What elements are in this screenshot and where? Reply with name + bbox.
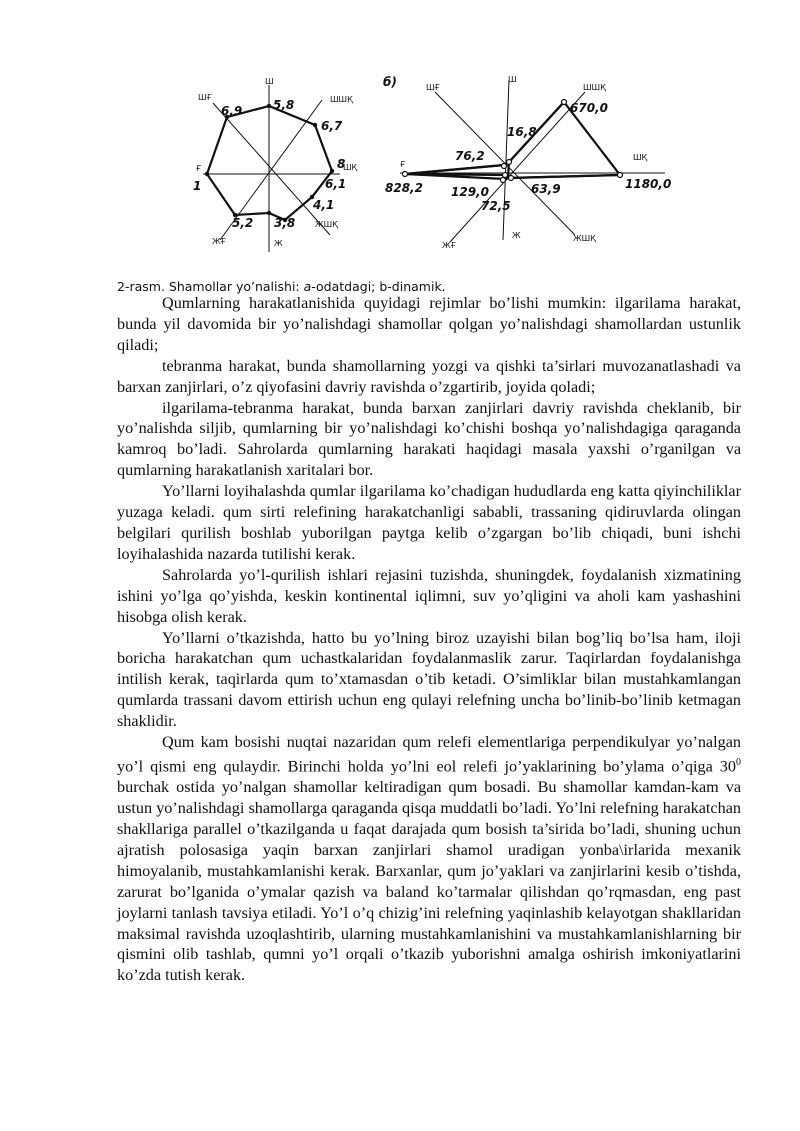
- b-value-sw: 129,0: [451, 185, 489, 199]
- b-dir-s: Ж: [512, 231, 521, 240]
- a-value-w: 1: [193, 179, 202, 193]
- b-dir-ne: ШШҚ: [583, 83, 606, 92]
- b-dir-w: Ғ: [400, 160, 406, 169]
- a-value-nw: 6,9: [221, 104, 243, 118]
- b-dir-e: ШҚ: [633, 153, 648, 162]
- paragraph: tebranma harakat, bunda shamollarning yozgi va qishki ta’sirlari muvozanatlashadi va barxan zanjirlari, o’z qiyofasini davriy ravishda o’zgartirib, joyida qoladi;: [117, 356, 741, 396]
- a-value-n: 5,8: [273, 98, 295, 112]
- a-value-se: 4,1: [313, 198, 335, 212]
- degree-superscript: 0: [736, 756, 741, 768]
- a-dir-n: Ш: [265, 77, 274, 86]
- a-dir-w: Ғ: [196, 164, 202, 173]
- b-value-se: 63,9: [531, 182, 561, 196]
- b-dir-n: Ш: [508, 75, 517, 84]
- caption-prefix: 2-rasm. Shamollar yo’nalishi:: [117, 279, 304, 294]
- a-dir-sw: ЖҒ: [212, 237, 227, 246]
- a-value-ne: 6,7: [321, 119, 343, 133]
- a-value-sw: 5,2: [232, 216, 254, 230]
- wind-rose-b: [400, 80, 665, 242]
- b-value-w: 828,2: [385, 181, 423, 195]
- b-value-ne: 670,0: [570, 101, 608, 115]
- a-dir-e: ШҚ: [343, 163, 358, 172]
- paragraph: Sahrolarda yo’l-qurilish ishlari rejasini tuzishda, shuningdek, foydalanish xizmatining ishini yo’lga qo’yishda, keskin kontinental iqlimni, suv yo’qligini va aholi kam yashashini hisobga olish kerak.: [117, 565, 741, 626]
- body-text: [117, 293, 741, 986]
- a-value-e2: 6,1: [325, 177, 347, 191]
- a-dir-se: ЖШҚ: [315, 220, 338, 229]
- paragraph-part: Qum kam bosishi nuqtai nazaridan qum relefi elementlariga perpendikulyar yo’nalgan yo’l qismi eng qulaydir. Birinchi holda yo’lni eol relefi jo’yaklarining bo’ylama o’qiga 30: [117, 733, 741, 776]
- b-dir-nw: ШҒ: [426, 83, 440, 92]
- b-value-s: 72,5: [481, 199, 511, 213]
- caption-italic: a: [303, 279, 312, 294]
- a-value-e: 8: [337, 157, 346, 171]
- a-dir-ne: ШШҚ: [330, 95, 353, 104]
- b-value-nw: 76,2: [455, 149, 485, 163]
- paragraph: Yo’llarni o’tkazishda, hatto bu yo’lning biroz uzayishi bilan bog’liq bo’lsa ham, iloji boricha harakatchan qum uchastkalaridan foydalanmaslik zarur. Taqirlardan foydalanishga intilish kerak, taqirlarda qum to’xtamasdan o’tib ketadi. O’simliklar bilan mustahkamlangan qumlarda trassani davom ettirish uchun eng qulayi relefning uncha bo’linib-bo’linib ketmagan shaklidir.: [117, 628, 741, 731]
- paragraph: Yo’llarni loyihalashda qumlar ilgarilama ko’chadigan hududlarda eng katta qiyinchiliklar yuzaga keladi. qum sirti relefining harakatchanligi sababli, trassaning qidiruvlarda olingan belgilari qurilish boshlab yuborilgan paytga kelib o’zgargan bo’lib chiqadi, buni ishchi loyihalashida nazarda tutilishi kerak.: [117, 482, 741, 563]
- b-value-n: 16,8: [507, 125, 537, 139]
- wind-rose-diagrams: [185, 70, 672, 265]
- b-label: б): [383, 75, 397, 89]
- a-dir-s: Ж: [274, 239, 283, 248]
- b-dir-se: ЖШҚ: [573, 234, 596, 243]
- a-value-s: 3,8: [274, 216, 296, 230]
- caption-suffix: -odatdagi; b-dinamik.: [311, 279, 446, 294]
- figure-caption: [117, 279, 446, 294]
- paragraph-part: burchak ostida yo’nalgan shamollar keltiradigan qum bosadi. Bu shamollar kamdan-kam va ustun yo’nalishdagi shamollarga qaraganda qisqa muddatli bo’ladi. Yo’lni relefning harakatchan shakllariga parallel o’tkazilganda u faqat darajada qum bosish ta’sirida bo’ladi, shuning uchun ajratish polosasiga yaqin barxan zanjirlari shamol uradigan yonba\irlarida mexanik himoyalanib, mustahkamlanishi kerak. Barxanlar, qum jo’yaklari va zanjirlarini kesib o’tishda, zarurat bo’lganida o’ymalar qazish va baland ko’tarmalar qilishdan qo’rqmasdan, eng past joylarni tanlash tavsiya etiladi. Yo’l o’q chizig’ini relefning yaqinlashib kelayotgan shakllaridan maksimal ravishda uzoqlashtirib, ularning mustahkamlanishini va mustahkamlanishlarning bir qismini olib tashlab, qumni yo’l orqali o’tkazib yuborishni amalga oshirish imkoniyatlarini ko’zda tutish kerak.: [117, 778, 741, 985]
- paragraph-last: [117, 732, 741, 986]
- b-dir-sw: ЖҒ: [442, 241, 457, 250]
- a-dir-nw: ШҒ: [198, 93, 212, 102]
- paragraph: ilgarilama-tebranma harakat, bunda barxan zanjirlari davriy ravishda cheklanib, bir yo’nalishda siljib, qumlarning bir yo’nalishdagi ko’chishi boshqa yo’nalishdagiga qaraganda kamroq bo’ladi. Sahrolarda qumlarning harakati haqidagi masala yaxshi o’rganilgan va qumlarning harakatlanish xaritalari bor.: [117, 398, 741, 480]
- wind-rose-figure: [185, 70, 672, 265]
- b-value-e: 1180,0: [625, 177, 672, 191]
- paragraph: Qumlarning harakatlanishida quyidagi rejimlar bo’lishi mumkin: ilgarilama harakat, bunda yil davomida bir yo’nalishdagi shamollar qolgan yo’nalishdagi shamollardan ustunlik qiladi;: [117, 294, 741, 354]
